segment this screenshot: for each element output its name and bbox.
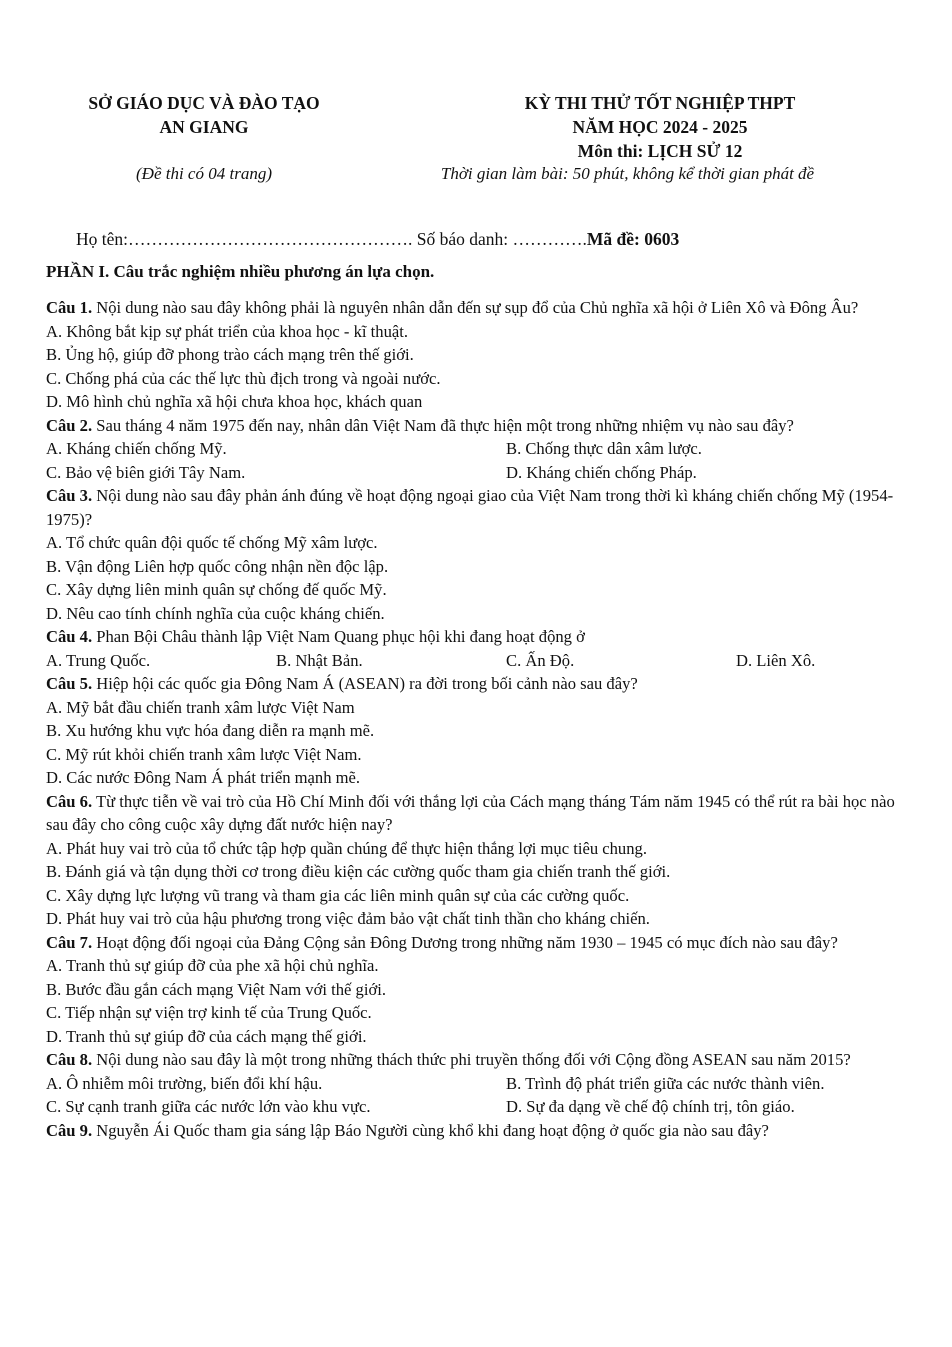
options-row xyxy=(46,1072,896,1096)
department-name: SỞ GIÁO DỤC VÀ ĐÀO TẠO xyxy=(88,93,320,113)
question-text: Phan Bội Châu thành lập Việt Nam Quang phục hội khi đang hoạt động ở xyxy=(92,627,585,646)
school-year: NĂM HỌC 2024 - 2025 xyxy=(572,117,748,137)
options-row xyxy=(46,649,896,673)
question-8 xyxy=(46,1048,896,1072)
option-a: A. Không bắt kịp sự phát triển của khoa học - kĩ thuật. xyxy=(46,321,408,341)
exam-code: Mã đề: 0603 xyxy=(586,229,680,249)
question-9 xyxy=(46,1119,896,1143)
question-text: Hoạt động đối ngoại của Đảng Cộng sản Đông Dương trong những năm 1930 – 1945 có mục đích nào sau đây? xyxy=(92,932,838,952)
option-c: C. Ấn Độ. xyxy=(506,650,575,670)
option-b: B. Ủng hộ, giúp đỡ phong trào cách mạng trên thế giới. xyxy=(46,345,414,364)
question-1 xyxy=(46,296,896,320)
options-row xyxy=(46,437,896,461)
exam-title: KỲ THI THỬ TỐT NGHIỆP THPT xyxy=(524,93,796,113)
option-b: B. Vận động Liên hợp quốc công nhận nền độc lập. xyxy=(46,556,389,576)
question-7 xyxy=(46,931,896,955)
option-d: D. Phát huy vai trò của hậu phương trong việc đảm bảo vật chất tinh thần cho kháng chiến. xyxy=(46,909,650,928)
option-d: D. Mô hình chủ nghĩa xã hội chưa khoa học, khách quan xyxy=(46,392,423,411)
question-text: Nội dung nào sau đây không phải là nguyên nhân dẫn đến sự sụp đổ của Chủ nghĩa xã hội ở Liên Xô và Đông Âu? xyxy=(92,298,859,317)
option-a: A. Tranh thủ sự giúp đỡ của phe xã hội chủ nghĩa. xyxy=(46,956,379,975)
department-header xyxy=(60,91,348,139)
option-b: B. Nhật Bản. xyxy=(276,650,363,670)
option-d: D. Sự đa dạng về chế độ chính trị, tôn giáo. xyxy=(506,1097,795,1116)
option-a: A. Trung Quốc. xyxy=(46,650,151,670)
options-row xyxy=(46,461,896,485)
time-note: Thời gian làm bài: 50 phút, không kể thời gian phát đề xyxy=(440,164,815,183)
question-text: Nội dung nào sau đây là một trong những thách thức phi truyền thống đối với Cộng đồng ASEAN sau năm 2015? xyxy=(92,1050,851,1069)
question-label: Câu 3. xyxy=(46,486,93,505)
option-b: B. Chống thực dân xâm lược. xyxy=(506,439,702,458)
option-a: A. Kháng chiến chống Mỹ. xyxy=(46,439,227,458)
question-label: Câu 7. xyxy=(46,932,93,952)
option-b: B. Xu hướng khu vực hóa đang diễn ra mạnh mẽ. xyxy=(46,721,375,740)
question-6 xyxy=(46,790,896,837)
options-row xyxy=(46,1095,896,1119)
option-c: C. Tiếp nhận sự viện trợ kinh tế của Trung Quốc. xyxy=(46,1003,372,1022)
question-2 xyxy=(46,414,896,438)
option-c: C. Xây dựng lực lượng vũ trang và tham gia các liên minh quân sự của các cường quốc. xyxy=(46,885,630,905)
exam-header xyxy=(440,91,880,163)
option-c: C. Sự cạnh tranh giữa các nước lớn vào khu vực. xyxy=(46,1097,371,1116)
question-label: Câu 5. xyxy=(46,674,93,693)
option-c: C. Bảo vệ biên giới Tây Nam. xyxy=(46,462,246,482)
candidate-info xyxy=(76,229,679,250)
question-text: Nội dung nào sau đây phản ánh đúng về hoạt động ngoại giao của Việt Nam trong thời kì kháng chiến chống Mỹ (1954-1975)? xyxy=(46,486,894,529)
option-d: D. Các nước Đông Nam Á phát triển mạnh mẽ. xyxy=(46,768,361,787)
question-text: Nguyễn Ái Quốc tham gia sáng lập Báo Người cùng khổ khi đang hoạt động ở quốc gia nào sau đây? xyxy=(92,1120,769,1140)
candidate-name-and-number: Họ tên:…………………………………………. Số báo danh: …………. xyxy=(76,229,587,249)
option-b: B. Đánh giá và tận dụng thời cơ trong điều kiện các cường quốc tham gia chiến tranh thế giới. xyxy=(46,862,671,881)
question-label: Câu 6. xyxy=(46,791,93,811)
option-c: C. Mỹ rút khỏi chiến tranh xâm lược Việt Nam. xyxy=(46,744,362,764)
question-5 xyxy=(46,672,896,696)
question-label: Câu 9. xyxy=(46,1120,93,1140)
questions-list xyxy=(46,296,896,1142)
option-a: A. Tổ chức quân đội quốc tế chống Mỹ xâm lược. xyxy=(46,533,378,552)
question-3 xyxy=(46,484,896,531)
option-b: B. Bước đầu gắn cách mạng Việt Nam với thế giới. xyxy=(46,979,387,999)
question-label: Câu 8. xyxy=(46,1050,93,1069)
question-4 xyxy=(46,625,896,649)
page-count-note: (Đề thi có 04 trang) xyxy=(136,164,272,183)
question-text: Từ thực tiễn về vai trò của Hồ Chí Minh đối với thắng lợi của Cách mạng tháng Tám năm 1945 có thể rút ra bài học nào sau đây cho công cuộc xây dựng đất nước hiện nay? xyxy=(46,791,895,834)
province-name: AN GIANG xyxy=(159,117,249,137)
section-title: PHẦN I. Câu trắc nghiệm nhiều phương án lựa chọn. xyxy=(46,262,435,281)
option-a: A. Ô nhiễm môi trường, biến đổi khí hậu. xyxy=(46,1073,323,1093)
question-label: Câu 4. xyxy=(46,627,93,646)
option-b: B. Trình độ phát triển giữa các nước thành viên. xyxy=(506,1073,825,1093)
exam-subject: Môn thi: LỊCH SỬ 12 xyxy=(577,141,743,161)
question-label: Câu 1. xyxy=(46,298,93,317)
option-d: D. Liên Xô. xyxy=(736,650,816,670)
option-d: D. Tranh thủ sự giúp đỡ của cách mạng thế giới. xyxy=(46,1026,367,1046)
question-label: Câu 2. xyxy=(46,415,93,435)
option-d: D. Kháng chiến chống Pháp. xyxy=(506,462,697,482)
question-text: Sau tháng 4 năm 1975 đến nay, nhân dân Việt Nam đã thực hiện một trong những nhiệm vụ nào sau đây? xyxy=(92,415,794,435)
option-a: A. Mỹ bắt đầu chiến tranh xâm lược Việt Nam xyxy=(46,697,355,717)
option-a: A. Phát huy vai trò của tổ chức tập hợp quần chúng để thực hiện thắng lợi mục tiêu chung. xyxy=(46,838,647,858)
option-c: C. Chống phá của các thế lực thù địch trong và ngoài nước. xyxy=(46,368,441,388)
question-text: Hiệp hội các quốc gia Đông Nam Á (ASEAN) ra đời trong bối cảnh nào sau đây? xyxy=(92,674,638,693)
option-d: D. Nêu cao tính chính nghĩa của cuộc kháng chiến. xyxy=(46,603,385,623)
option-c: C. Xây dựng liên minh quân sự chống đế quốc Mỹ. xyxy=(46,580,387,599)
